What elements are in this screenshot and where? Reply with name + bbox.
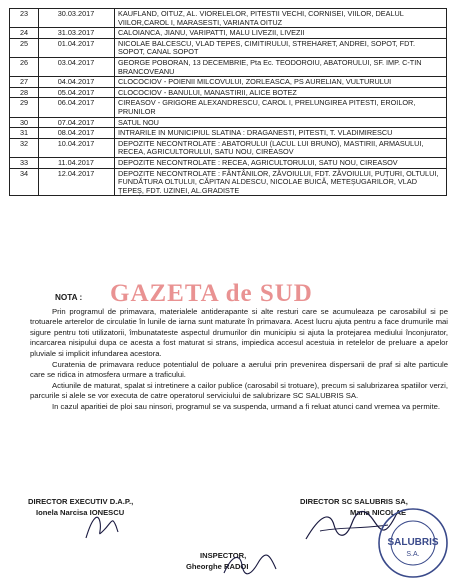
row-number: 26 [10,57,39,76]
paragraph: Actiunile de maturat, spalat si intretinere a cailor publice (carosabil si trotuare), precum si salubrizarea spatiilor verzi, parcurile si alele se vor executa de catre operatorul serviciului de salubrizare SC SALUBRIS SA. [30,380,448,401]
paragraph: Prin programul de primavara, materialele antiderapante si alte resturi care se acumuleaza pe carosabilul si pe trotuarele arterelor de circulatie în lunile de iarna sunt maturate în primavara. Acest lucru ajuta pentru a face drumurile mai sigure pentru toti utilizatorii, îmbunatateste aspectul drumurilor din municipiu si ajuta la protejarea mediului înconjurator, incarcarea nisipului dupa ce acesta a fost maturat si strans, impiedica accesul acestuia in retelelor de preluare a apelor pluviale si implicit infundarea acestora. [30,307,448,358]
row-number: 33 [10,157,39,168]
row-date: 11.04.2017 [39,157,115,168]
row-date: 30.03.2017 [39,9,115,28]
row-locations: CLOCOCIOV - POIENII MILCOVULUI, ZORLEASCA, PS AURELIAN, VULTURULUI [115,77,447,88]
table-row [10,57,447,76]
paragraph: Curatenia de primavara reduce potentialul de poluare a aerului prin prevenirea dispersarii de praf si alte particule care se ridica in atmosfera urmare a traficului. [30,359,448,379]
row-date: 05.04.2017 [39,87,115,98]
row-locations: SATUL NOU [115,117,447,128]
row-number: 27 [10,77,39,88]
row-locations: KAUFLAND, OITUZ, AL. VIORELELOR, PITESTII VECHI, CORNISEI, VIILOR, DEALUL VIILOR,CAROL I, MARASESTI, VARIANTA OITUZ [115,9,447,28]
row-locations: GEORGE POBORAN, 13 DECEMBRIE, Pta Ec. TEODOROIU, ABATORULUI, SF. IMP. C-TIN BRANCOVEANU [115,57,447,76]
table-row [10,128,447,139]
row-date: 04.04.2017 [39,77,115,88]
row-locations: CALOIANCA, JIANU, VARIPATTI, MALU LIVEZII, LIVEZII [115,28,447,39]
notes-text [30,307,448,413]
row-locations: CIREASOV - GRIGORE ALEXANDRESCU, CAROL I, PRELUNGIREA PITESTI, EROILOR, PRUNILOR [115,98,447,117]
row-locations: INTRARILE IN MUNICIPIUL SLATINA : DRAGANESTI, PITESTI, T. VLADIMIRESCU [115,128,447,139]
svg-text:S.A.: S.A. [406,551,420,558]
row-number: 28 [10,87,39,98]
table-row [10,138,447,157]
bottom-signatory-title: INSPECTOR, [200,551,247,560]
row-date: 06.04.2017 [39,98,115,117]
row-locations: DEPOZITE NECONTROLATE : FÂNTÂNILOR, ZĂVOIULUI, FDT. ZĂVOIULUI, PUȚURI, OLTULUI, FUNDĂTURA OLTULUI, CĂPITAN ALDESCU, NICOLAE BUICĂ, METEȘUGARILOR, VLAD ȚEPEȘ, FDT. UZINEI, AL.GRADISTE [115,168,447,196]
paragraph: In cazul aparitiei de ploi sau ninsori, programul se va suspenda, urmand a fi reluat atunci cand vremea va permite. [52,402,440,412]
table-row [10,77,447,88]
table-row [10,38,447,57]
schedule-table-body [10,9,447,196]
nota-label: NOTA : [55,293,83,302]
row-date: 08.04.2017 [39,128,115,139]
row-number: 24 [10,28,39,39]
row-number: 30 [10,117,39,128]
row-date: 01.04.2017 [39,38,115,57]
row-number: 34 [10,168,39,196]
salubris-stamp [376,506,450,580]
svg-text:SALUBRIS: SALUBRIS [387,537,439,548]
table-row [10,98,447,117]
table-row [10,87,447,98]
table-row [10,117,447,128]
left-signatory-name: Ionela Narcisa IONESCU [36,508,125,517]
row-number: 32 [10,138,39,157]
row-number: 25 [10,38,39,57]
row-number: 29 [10,98,39,117]
watermark-logo: GAZETA de SUD [110,280,313,307]
bottom-signatory-name: Gheorghe RADOI [186,562,249,571]
right-signatory-title: DIRECTOR SC SALUBRIS SA, [300,497,408,506]
left-signatory-title: DIRECTOR EXECUTIV D.A.P., [28,497,134,506]
row-date: 10.04.2017 [39,138,115,157]
row-locations: DEPOZITE NECONTROLATE : RECEA, AGRICULTORULUI, SATU NOU, CIREASOV [115,157,447,168]
row-number: 31 [10,128,39,139]
row-date: 03.04.2017 [39,57,115,76]
table-row [10,9,447,28]
row-date: 07.04.2017 [39,117,115,128]
table-row [10,28,447,39]
row-date: 31.03.2017 [39,28,115,39]
row-locations: CLOCOCIOV - BANULUI, MANASTIRII, ALICE BOTEZ [115,87,447,98]
row-locations: DEPOZITE NECONTROLATE : ABATORULUI (LACUL LUI BRUNO), MASTIRII, ARMASULUI, RECEA, AGRICULTORULUI, SATU NOU, CIREASOV [115,138,447,157]
row-locations: NICOLAE BALCESCU, VLAD TEPES, CIMITIRULUI, STREHARET, ANDREI, SOPOT, FDT. SOPOT, CANAL SOPOT [115,38,447,57]
row-date: 12.04.2017 [39,168,115,196]
schedule-table [9,8,447,196]
table-row [10,157,447,168]
bottom-signature-scribble [220,549,280,581]
table-row [10,168,447,196]
right-signatory-name: Maria NICOLAE [350,508,407,517]
left-signature-scribble [82,508,122,542]
row-number: 23 [10,9,39,28]
